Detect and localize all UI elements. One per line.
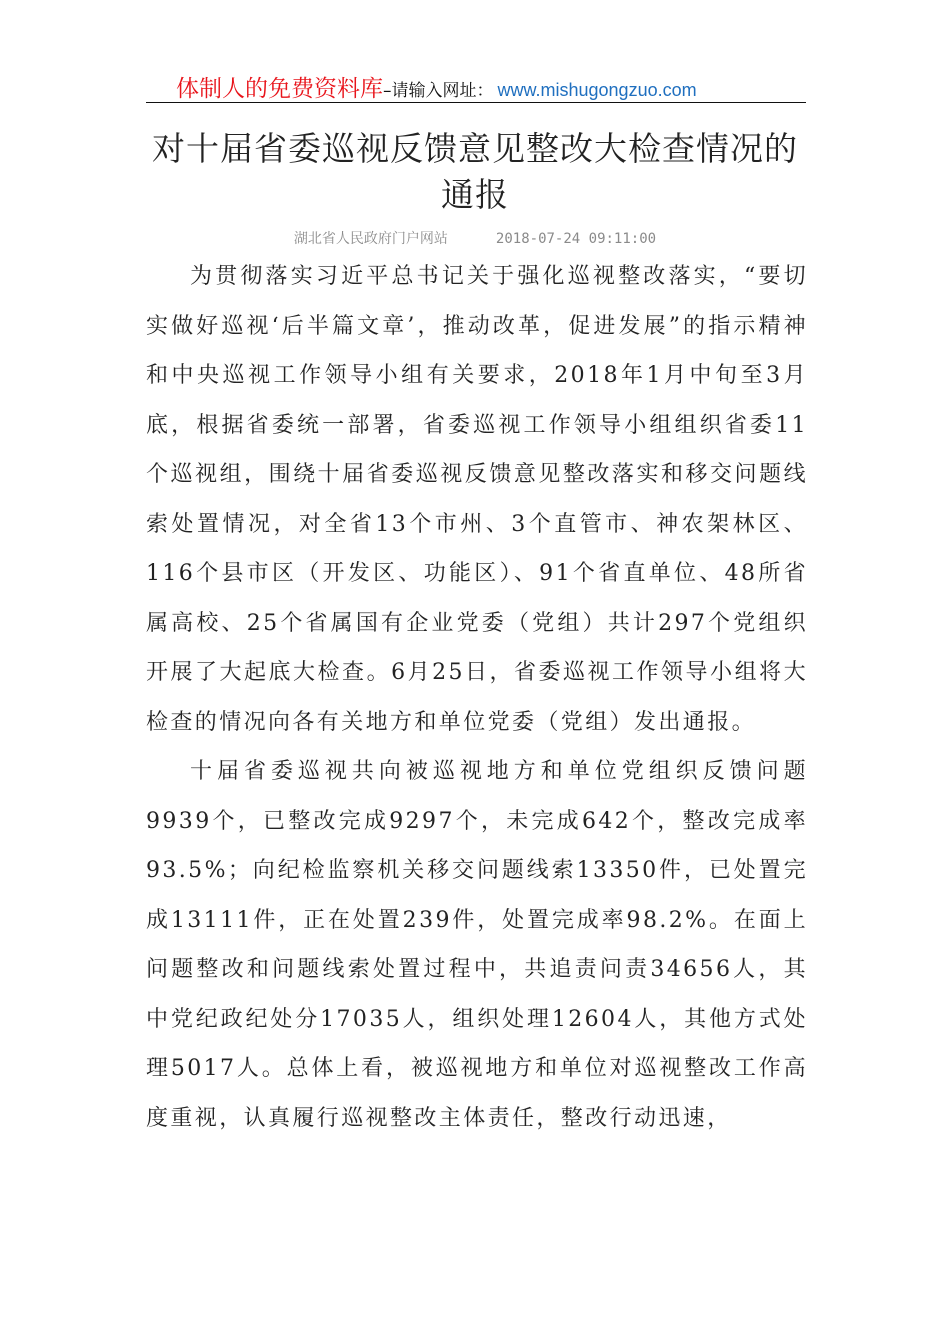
banner-brand: 体制人的免费资料库 [176,76,383,102]
paragraph: 为贯彻落实习近平总书记关于强化巡视整改落实，“要切实做好巡视‘后半篇文章’，推动改革，促进发展”的指示精神和中央巡视工作领导小组有关要求，2018年1月中旬至3月底，根据省委统一部署，省委巡视工作领导小组组织省委11个巡视组，围绕十届省委巡视反馈意见整改落实和移交问题线索处置情况，对全省13个市州、3个直管市、神农架林区、116个县市区（开发区、功能区）、91个省直单位、48所省属高校、25个省属国有企业党委（党组）共计297个党组织开展了大起底大检查。6月25日，省委巡视工作领导小组将大检查的情况向各有关地方和单位党委（党组）发出通报。 [146,264,808,735]
document-body [146,252,808,1143]
header-divider [146,102,806,103]
header-banner [146,70,806,102]
banner-url-link[interactable]: www.mishugongzuo.com [497,80,697,100]
source-label: 湖北省人民政府门户网站 [293,231,448,247]
paragraph: 十届省委巡视共向被巡视地方和单位党组织反馈问题9939个，已整改完成9297个，未完成642个，整改完成率93.5%；向纪检监察机关移交问题线索13350件，已处置完成13111件，正在处置239件，处置完成率98.2%。在面上问题整改和问题线索处置过程中，共追责问责34656人，其中党纪政纪处分17035人，组织处理12604人，其他方式处理5017人。总体上看，被巡视地方和单位对巡视整改工作高度重视，认真履行巡视整改主体责任，整改行动迅速， [146,759,808,1131]
publish-datetime: 2018-07-24 09:11:00 [495,231,657,247]
document-title: 对十届省委巡视反馈意见整改大检查情况的通报 [152,129,798,214]
document-meta [140,228,810,248]
banner-prompt: –请输入网址： [383,81,494,101]
